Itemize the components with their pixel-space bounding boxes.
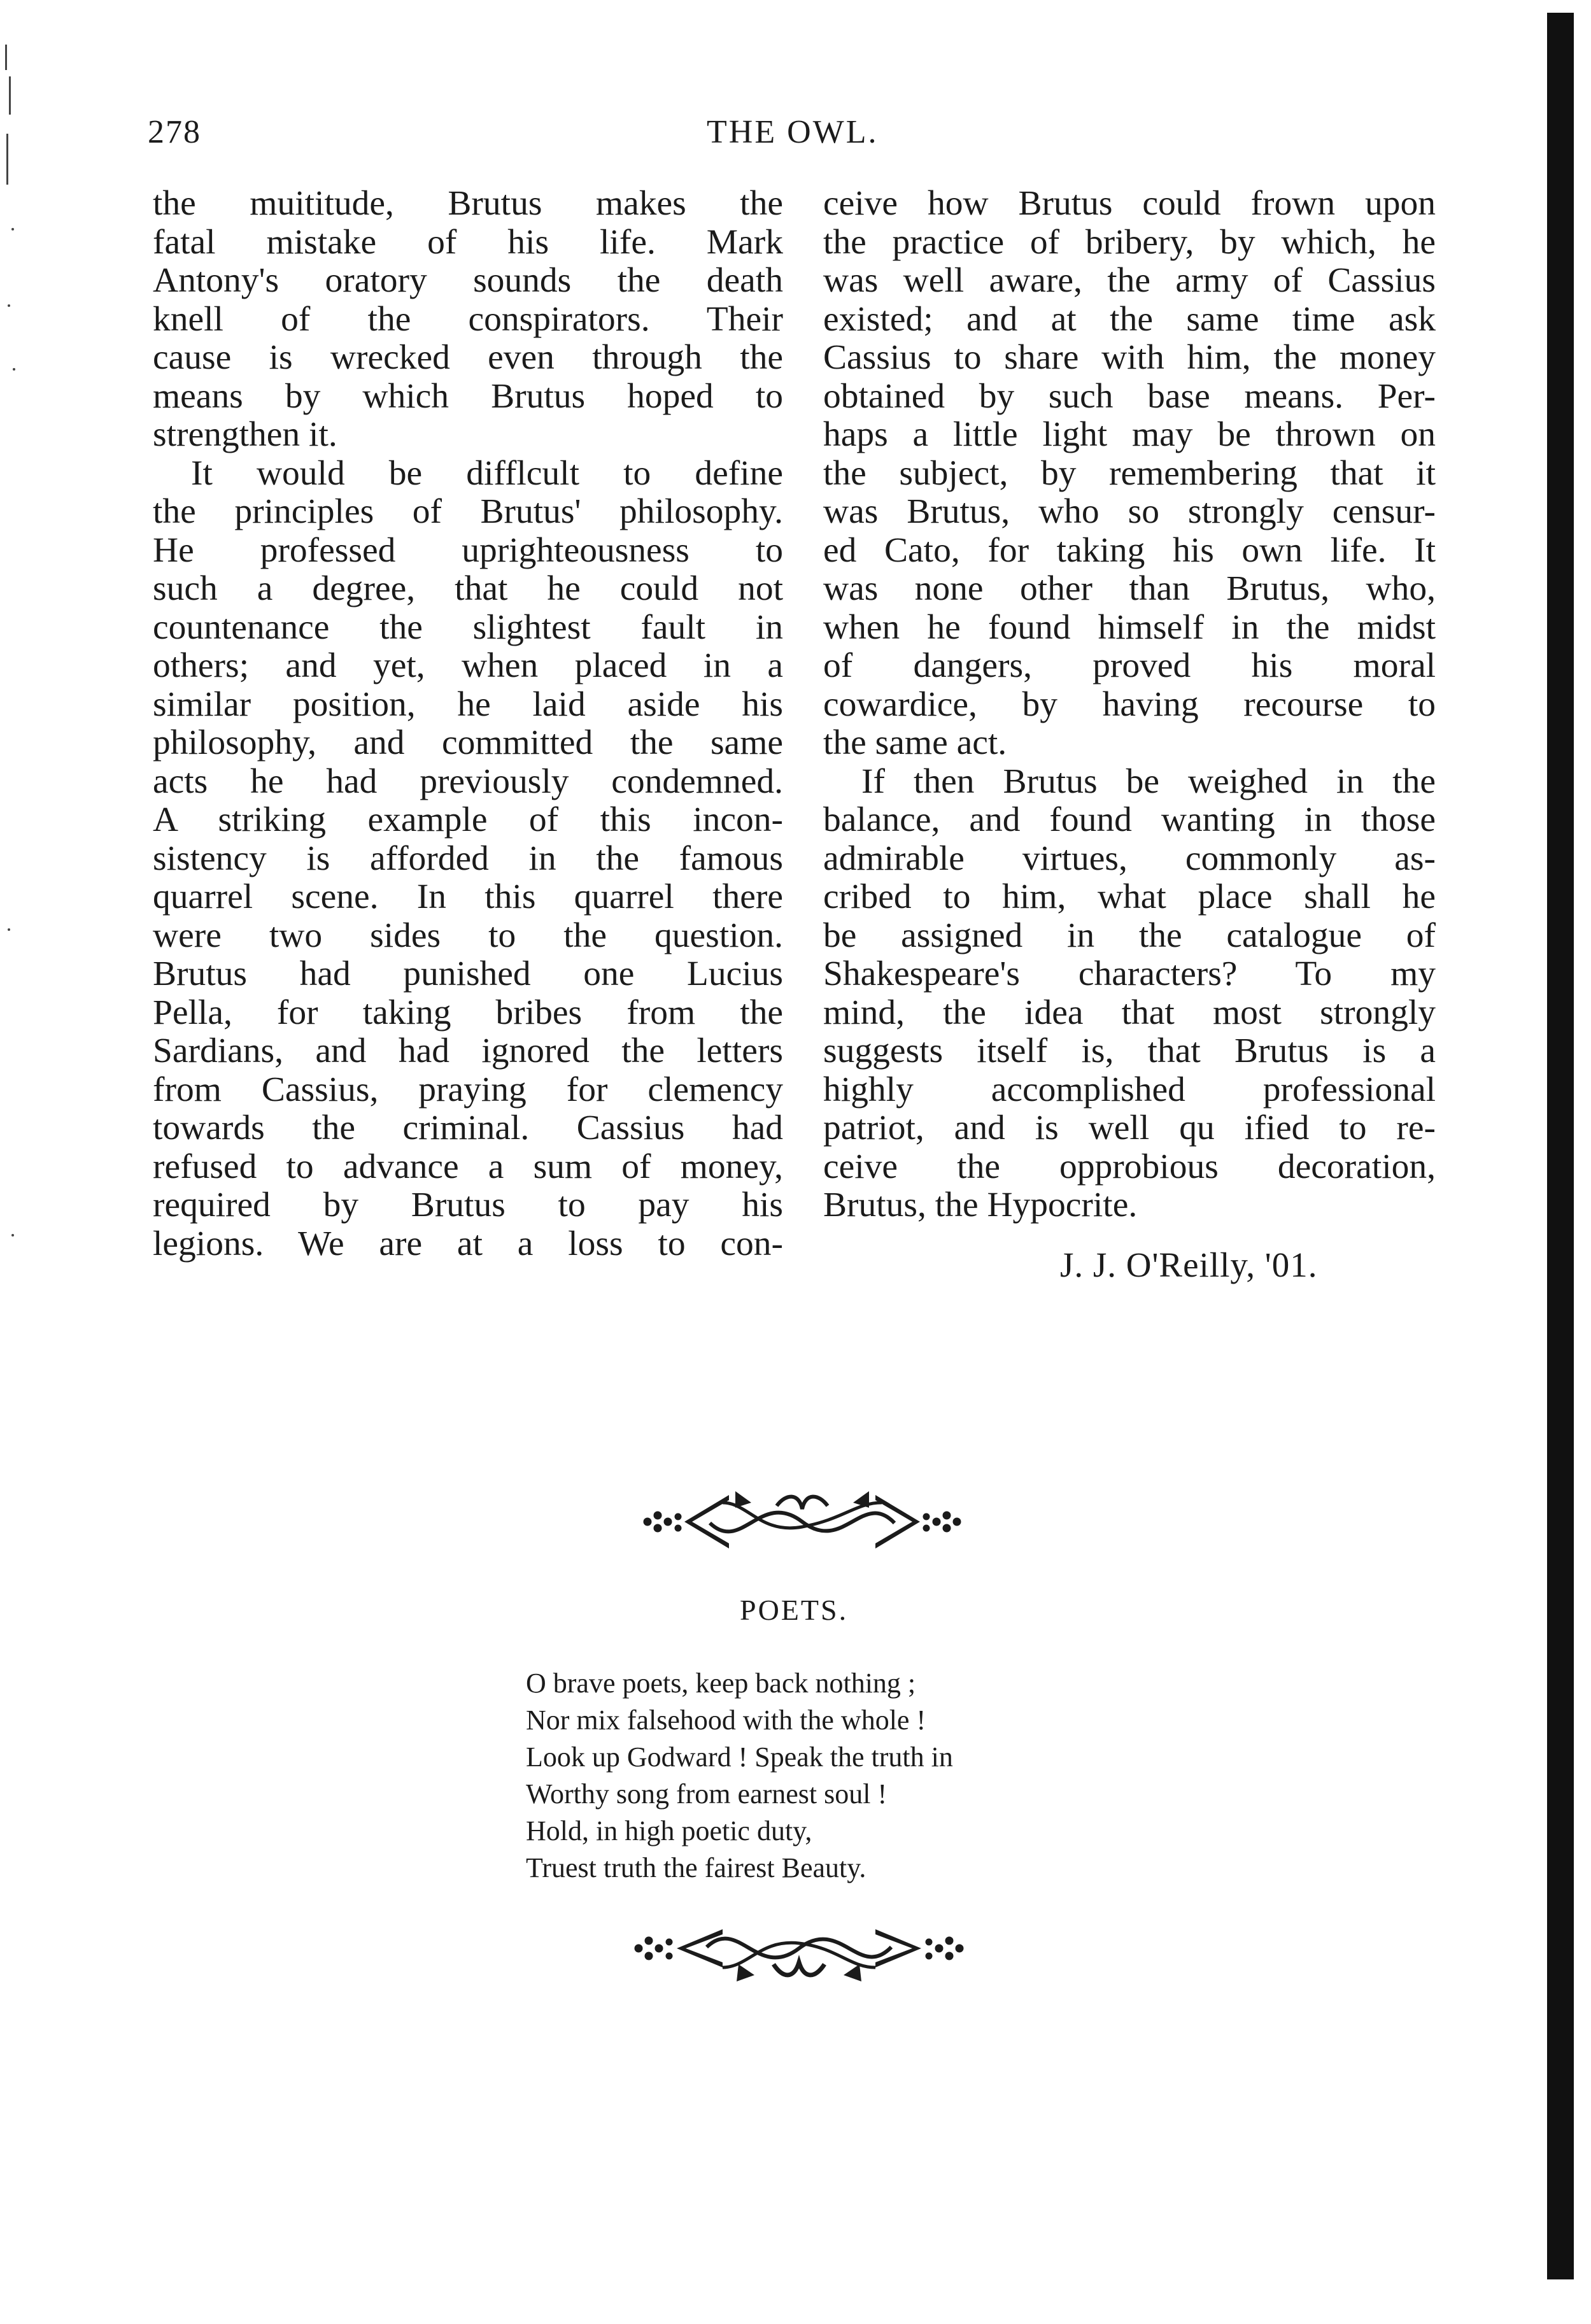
text-line: obtained by such base means. Per- [823, 376, 1436, 416]
text-line: ed Cato, for taking his own life. It [823, 530, 1436, 570]
poem-line: Nor mix falsehood with the whole ! [526, 1704, 926, 1736]
text-line: It would be difflcult to define [191, 453, 783, 493]
text-line: legions. We are at a loss to con- [153, 1224, 783, 1263]
text-line: the same act. [823, 723, 1007, 762]
text-line: similar position, he laid aside his [153, 684, 783, 724]
text-line: cause is wrecked even through the [153, 338, 783, 377]
text-line: cribed to him, what place shall he [823, 877, 1436, 916]
page-number: 278 [148, 114, 201, 150]
text-line: mind, the idea that most strongly [823, 993, 1436, 1032]
text-line: from Cassius, praying for clemency [153, 1070, 783, 1109]
text-line: philosophy, and committed the same [153, 723, 783, 762]
text-line: required by Brutus to pay his [153, 1186, 783, 1224]
poem-line: O brave poets, keep back nothing ; [526, 1668, 916, 1699]
text-line: patriot, and is well qu ified to re- [823, 1109, 1436, 1147]
poem-body [526, 1665, 953, 1887]
text-line: haps a little light may be thrown on [823, 415, 1436, 454]
text-line: means by which Brutus hoped to [153, 376, 783, 416]
text-line: countenance the slightest fault in [153, 607, 783, 647]
text-line: Pella, for taking bribes from the [153, 993, 783, 1032]
text-line: refused to advance a sum of money, [153, 1147, 783, 1186]
poem-line: Truest truth the fairest Beauty. [526, 1852, 866, 1883]
poem-line: Worthy song from earnest soul ! [526, 1778, 887, 1810]
text-line: fatal mistake of his life. Mark [153, 222, 783, 262]
text-line: was none other than Brutus, who, [823, 569, 1436, 608]
poem-title: POETS. [740, 1594, 849, 1626]
text-line: the practice of bribery, by which, he [823, 222, 1436, 262]
text-line: such a degree, that he could not [153, 569, 783, 608]
text-line: He professed uprighteousness to [153, 530, 783, 570]
text-line: Cassius to share with him, the money [823, 338, 1436, 377]
text-line: Shakespeare's characters? To my [823, 954, 1436, 993]
text-line: Antony's oratory sounds the death [153, 261, 783, 300]
text-line: ceive how Brutus could frown upon [823, 184, 1436, 223]
text-line: when he found himself in the midst [823, 607, 1436, 647]
text-line: sistency is afforded in the famous [153, 839, 783, 878]
text-line: the muititude, Brutus makes the [153, 184, 783, 223]
text-line: A striking example of this incon- [153, 800, 783, 839]
text-line: If then Brutus be weighed in the [861, 762, 1436, 801]
text-line: the principles of Brutus' philosophy. [153, 492, 783, 531]
text-line: of dangers, proved his moral [823, 646, 1436, 685]
text-line: existed; and at the same time ask [823, 299, 1436, 339]
text-line: balance, and found wanting in those [823, 800, 1436, 839]
text-line: Sardians, and had ignored the letters [153, 1031, 783, 1070]
text-line: ceive the opprobious decoration, [823, 1147, 1436, 1186]
text-line: was well aware, the army of Cassius [823, 261, 1436, 300]
page-edge-rule [1547, 13, 1574, 2279]
article-right-column [823, 185, 1436, 1225]
text-line: be assigned in the catalogue of [823, 916, 1436, 955]
text-line: highly accomplished professional [823, 1070, 1436, 1109]
text-line: quarrel scene. In this quarrel there [153, 877, 783, 916]
text-line: knell of the conspirators. Their [153, 299, 783, 339]
poem-line: Look up Godward ! Speak the truth in [526, 1741, 953, 1773]
text-line: cowardice, by having recourse to [823, 684, 1436, 724]
text-line: Brutus, the Hypocrite. [823, 1186, 1138, 1224]
text-line: admirable virtues, commonly as- [823, 839, 1436, 878]
text-line: were two sides to the question. [153, 916, 783, 955]
text-line: acts he had previously condemned. [153, 762, 783, 801]
text-line: the subject, by remembering that it [823, 453, 1436, 493]
floral-ornament-top-icon [633, 1477, 971, 1573]
poem-line: Hold, in high poetic duty, [526, 1815, 812, 1846]
text-line: towards the criminal. Cassius had [153, 1109, 783, 1147]
text-line: others; and yet, when placed in a [153, 646, 783, 685]
author-signature: J. J. O'Reilly, '01. [1060, 1245, 1318, 1284]
text-line: strengthen it. [153, 415, 337, 454]
article-left-column [153, 185, 783, 1263]
floral-ornament-bottom-icon [627, 1904, 971, 1999]
scan-margin-specks [0, 38, 38, 1312]
text-line: was Brutus, who so strongly censur- [823, 492, 1436, 531]
running-head: THE OWL. [707, 114, 879, 150]
text-line: Brutus had punished one Lucius [153, 954, 783, 993]
text-line: suggests itself is, that Brutus is a [823, 1031, 1436, 1070]
